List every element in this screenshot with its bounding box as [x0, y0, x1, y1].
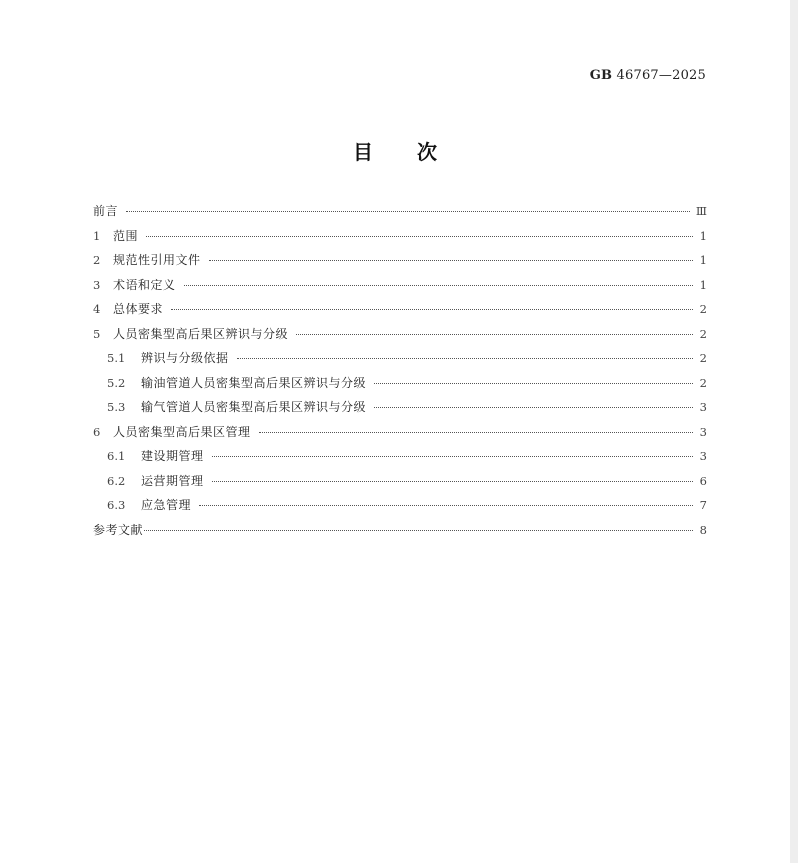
- toc-section-number: 5.2: [107, 375, 126, 390]
- toc-entry-1[interactable]: [93, 227, 707, 252]
- toc-page-number: 1: [699, 228, 707, 243]
- toc-section-number: 6: [93, 424, 101, 439]
- toc-leader-dots: [209, 260, 693, 261]
- toc-page-number: 8: [699, 522, 707, 537]
- toc-leader-dots: [296, 334, 693, 335]
- toc-leader-dots: [212, 481, 693, 482]
- toc-entry-2[interactable]: [93, 251, 707, 276]
- toc-entry-text: 规范性引用文件: [113, 253, 201, 267]
- toc-entry-5-1[interactable]: [93, 349, 707, 374]
- toc-section-number: 3: [93, 277, 101, 292]
- standard-code: [590, 68, 706, 83]
- toc-entry-text: 范围: [113, 228, 139, 243]
- toc-section-number: 5.3: [107, 400, 126, 414]
- toc-leader-dots: [199, 505, 693, 506]
- toc-entry-3[interactable]: [93, 276, 707, 301]
- toc-leader-dots: [126, 211, 690, 212]
- toc-page-number: 2: [699, 375, 707, 390]
- toc-page-number: 3: [699, 400, 707, 414]
- toc-entry-text: 参考文献: [93, 522, 144, 537]
- toc-entry-6-2[interactable]: [93, 472, 707, 497]
- toc-title: 目次: [353, 140, 481, 164]
- toc-leader-dots: [144, 530, 693, 531]
- toc-page-number: 3: [699, 424, 707, 439]
- toc-page-number: 7: [699, 498, 707, 512]
- toc-entry-text: 输气管道人员密集型高后果区辨识与分级: [141, 400, 367, 414]
- toc-entry-5-2[interactable]: [93, 374, 707, 399]
- toc-page-number: 3: [699, 449, 707, 463]
- toc-entry-text: 建设期管理: [141, 449, 204, 463]
- toc-entry-4[interactable]: [93, 300, 707, 325]
- standard-number: 46767—2025: [616, 68, 706, 83]
- toc-entry-5-3[interactable]: [93, 398, 707, 423]
- toc-page-number: 2: [699, 302, 707, 316]
- toc-entry-text: 人员密集型高后果区辨识与分级: [113, 326, 289, 341]
- toc-page-number: 1: [699, 277, 707, 292]
- toc-leader-dots: [237, 358, 693, 359]
- toc-entry-text: 输油管道人员密集型高后果区辨识与分级: [141, 375, 367, 390]
- toc-section-number: 1: [93, 228, 101, 243]
- toc-leader-dots: [184, 285, 693, 286]
- viewer-edge: [790, 0, 798, 863]
- toc-section-number: 6.2: [107, 473, 126, 488]
- toc-page-number: Ⅲ: [695, 204, 707, 218]
- toc-entry-references[interactable]: [93, 521, 707, 546]
- toc-page-number: 6: [699, 473, 707, 488]
- toc-entry-text: 总体要求: [113, 302, 164, 316]
- standard-prefix: GB: [589, 68, 613, 83]
- toc-section-number: 2: [93, 253, 101, 267]
- toc-section-number: 5: [93, 326, 101, 341]
- toc-section-number: 4: [93, 302, 101, 316]
- toc-entry-6-3[interactable]: [93, 496, 707, 521]
- toc-section-number: 5.1: [107, 351, 126, 365]
- table-of-contents: [93, 202, 707, 545]
- toc-entry-text: 前言: [93, 204, 119, 218]
- toc-entry-text: 人员密集型高后果区管理: [113, 424, 251, 439]
- toc-entry-foreword[interactable]: [93, 202, 707, 227]
- toc-leader-dots: [259, 432, 693, 433]
- toc-section-number: 6.3: [107, 498, 126, 512]
- toc-entry-text: 术语和定义: [113, 277, 176, 292]
- toc-section-number: 6.1: [107, 449, 126, 463]
- toc-entry-5[interactable]: [93, 325, 707, 350]
- toc-leader-dots: [374, 407, 693, 408]
- toc-entry-text: 应急管理: [141, 498, 192, 512]
- toc-entry-text: 辨识与分级依据: [141, 351, 229, 365]
- toc-page-number: 1: [699, 253, 707, 267]
- toc-page-number: 2: [699, 351, 707, 365]
- toc-entry-text: 运营期管理: [141, 473, 204, 488]
- toc-leader-dots: [212, 456, 693, 457]
- toc-page-number: 2: [699, 326, 707, 341]
- toc-entry-6[interactable]: [93, 423, 707, 448]
- toc-leader-dots: [374, 383, 693, 384]
- toc-entry-6-1[interactable]: [93, 447, 707, 472]
- toc-leader-dots: [171, 309, 693, 310]
- toc-leader-dots: [146, 236, 693, 237]
